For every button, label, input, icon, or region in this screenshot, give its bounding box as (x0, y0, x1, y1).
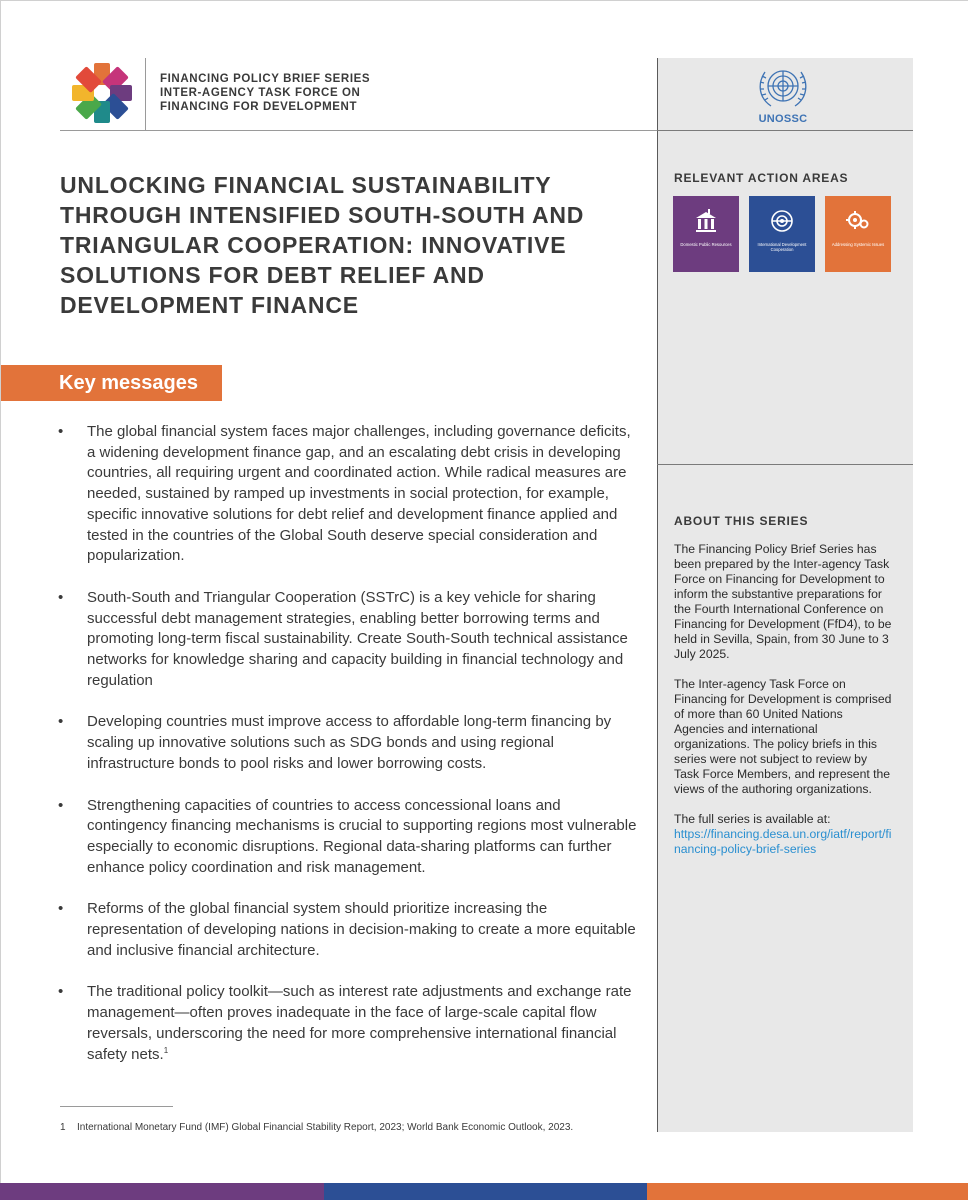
series-link[interactable]: https://financing.desa.un.org/iatf/report/financing-policy-brief-series (674, 827, 892, 856)
footnote-rule (60, 1106, 173, 1107)
header-rule (60, 130, 657, 131)
about-paragraph-2: The Inter-agency Task Force on Financing for Development is comprised of more than 60 United Nations Agencies and international organizations. The policy briefs in this series were not subject to review by Task Force Members, and represent the views of the authoring organizations. (674, 677, 892, 796)
about-text (674, 542, 894, 857)
bullet-text: South-South and Triangular Cooperation (SSTrC) is a key vehicle for sharing successful debt management strategies, enabling better borrowing terms and promoting long-term fiscal sustainability. Create South-South technical assistance networks for knowledge sharing and capacity building in financial technology and regulation (87, 588, 628, 689)
sidebar-rule-top (657, 130, 913, 131)
sidebar-rule-middle (657, 464, 913, 465)
key-messages-list (58, 422, 638, 1086)
ffd-pinwheel-logo (72, 62, 132, 124)
org-label: UNOSSC (758, 113, 808, 125)
footer-band-orange (647, 1183, 968, 1200)
bullet-marker: • (58, 900, 64, 918)
key-messages-heading: Key messages (59, 372, 198, 394)
action-area-label: International Development Cooperation (757, 242, 807, 252)
bullet-text: Reforms of the global financial system should prioritize increasing the representation of developing nations in decision-making to create a more equitable and inclusive financial architecture. (87, 900, 636, 959)
footnote-ref[interactable]: 1 (163, 1045, 169, 1055)
header-divider (145, 58, 146, 130)
bullet-text: Strengthening capacities of countries to access concessional loans and contingency financing mechanisms is crucial to supporting regions most vulnerable especially to economic disruptions. Regional data-sharing platforms can further enhance policy coordination and risk management. (87, 796, 637, 876)
un-emblem-icon (751, 62, 815, 114)
series-line-2: INTER-AGENCY TASK FORCE ON (160, 87, 361, 99)
bullet-text: The global financial system faces major challenges, including governance deficits, a widening development finance gap, and an escalating debt crisis in developing countries, all requiring urgent and coordinated action. While radical measures are needed, sustained by ramped up investments in social protection, for example, specific innovative solutions for debt relief and development finance applied and tested in the countries of the Global South deserve special consideration and popularization. (87, 423, 631, 565)
about-paragraph-3 (674, 812, 894, 857)
series-label (160, 72, 370, 114)
about-link-intro: The full series is available at: (674, 812, 831, 826)
series-line-1: FINANCING POLICY BRIEF SERIES (160, 73, 371, 85)
gears-icon (845, 208, 871, 234)
action-area-label: Domestic Public Resources (680, 242, 732, 247)
footer-band-purple (0, 1183, 324, 1200)
list-item (58, 982, 638, 1065)
about-heading: ABOUT THIS SERIES (674, 514, 809, 528)
page-border-left (0, 0, 1, 1200)
footnote-number: 1 (60, 1122, 66, 1133)
bullet-marker: • (58, 588, 64, 606)
footnote (60, 1121, 573, 1134)
footer-band-blue (324, 1183, 647, 1200)
action-area-tile-domestic (673, 196, 739, 272)
page-border-top (0, 0, 968, 1)
bullet-marker: • (58, 423, 64, 440)
bullet-marker: • (58, 983, 64, 1001)
action-areas-heading: RELEVANT ACTION AREAS (674, 171, 849, 185)
list-item (58, 712, 638, 774)
list-item (58, 422, 638, 567)
list-item (58, 899, 638, 961)
bullet-marker: • (58, 796, 64, 814)
sidebar-border (657, 58, 658, 1132)
bullet-text: The traditional policy toolkit—such as interest rate adjustments and exchange rate management—often proves inadequate in the face of large-scale capital flow reversals, underscoring the need for more comprehensive international financial safety nets. (87, 983, 632, 1063)
list-item (58, 588, 638, 692)
about-paragraph-1: The Financing Policy Brief Series has been prepared by the Inter-agency Task Force on Financing for Development to inform the substantive preparations for the Fourth International Conference on Financing for Development (FfD4), to be held in Sevilla, Spain, from 30 June to 3 July 2025. (674, 542, 892, 661)
series-line-3: FINANCING FOR DEVELOPMENT (160, 101, 358, 113)
bank-building-icon (693, 208, 719, 234)
action-area-tile-international (749, 196, 815, 272)
footnote-text: International Monetary Fund (IMF) Global Financial Stability Report, 2023; World Bank Economic Outlook, 2023. (77, 1122, 574, 1133)
bullet-marker: • (58, 713, 64, 731)
action-area-tile-systemic (825, 196, 891, 272)
list-item (58, 796, 638, 879)
bullet-text: Developing countries must improve access to affordable long-term financing by scaling up innovative solutions such as SDG bonds and using regional infrastructure bonds to pool risks and lower borrowing costs. (87, 713, 612, 772)
globe-cooperation-icon (769, 208, 795, 234)
brief-title: UNLOCKING FINANCIAL SUSTAINABILITY THROUGH INTENSIFIED SOUTH-SOUTH AND TRIANGULAR COOPERATION: INNOVATIVE SOLUTIONS FOR DEBT RELIEF AND DEVELOPMENT FINANCE (60, 172, 585, 318)
action-area-label: Addressing Systemic Issues (831, 242, 885, 247)
